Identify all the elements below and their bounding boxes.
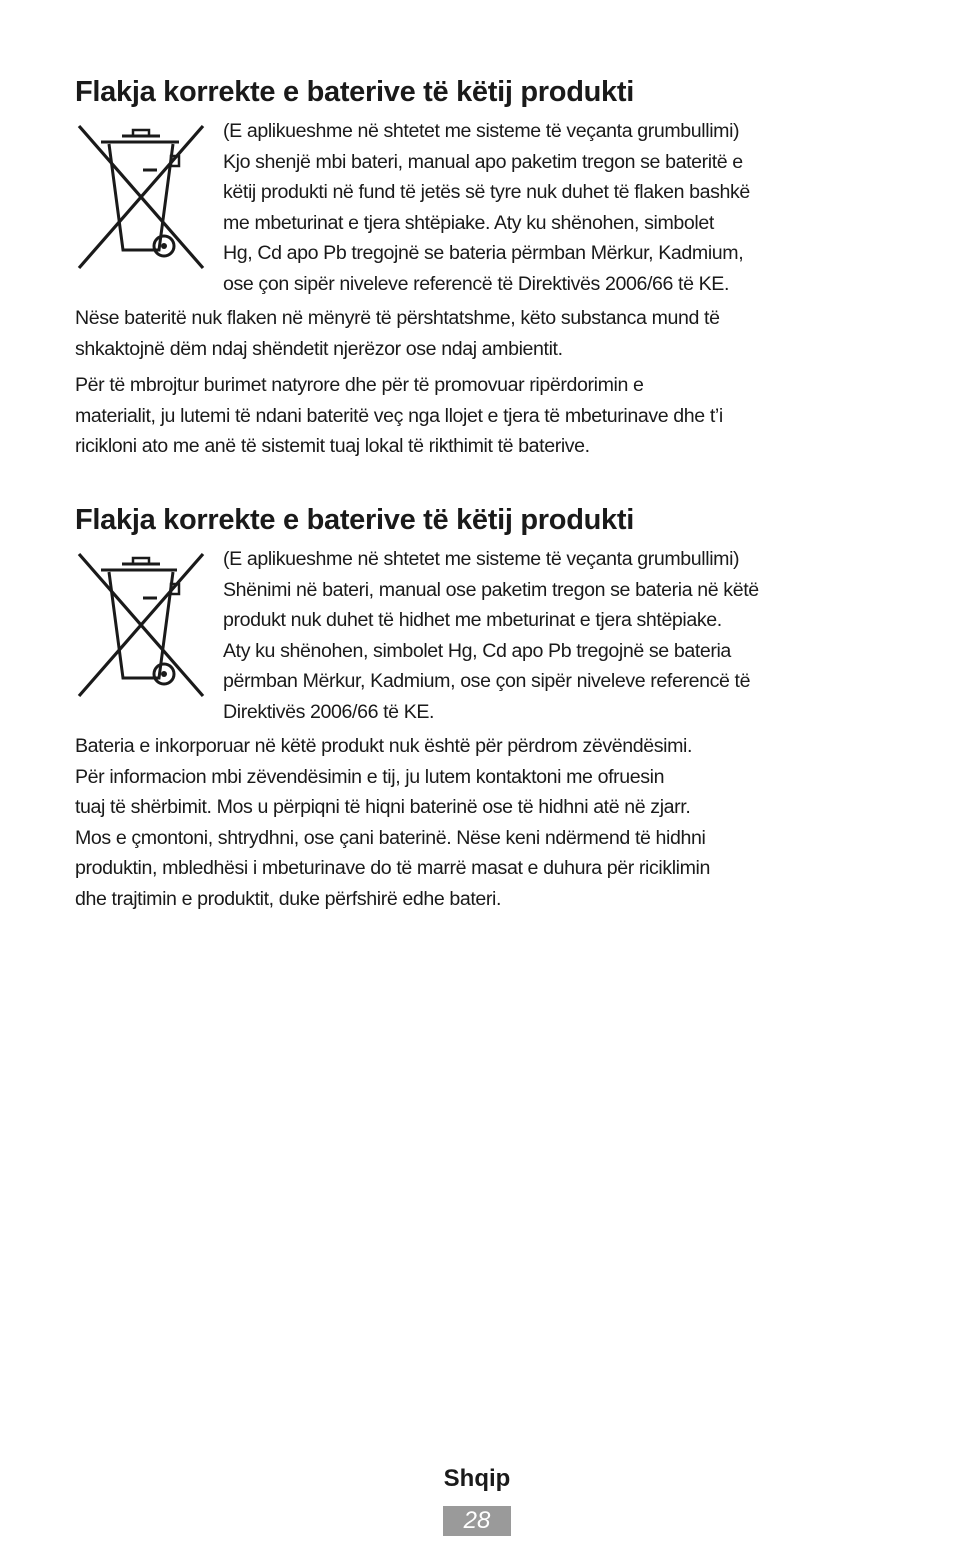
section-intro	[75, 544, 890, 727]
paragraph-line: shkaktojnë dëm ndaj shëndetit njerëzor ose ndaj ambientit.	[75, 337, 563, 360]
body-paragraph	[75, 303, 890, 364]
body-paragraph	[75, 370, 890, 462]
intro-line: produkt nuk duhet të hidhet me mbeturinat e tjera shtëpiake.	[223, 609, 722, 631]
intro-text	[223, 544, 890, 727]
intro-line: Hg, Cd apo Pb tregojnë se bateria përmban Mërkur, Kadmium,	[223, 242, 744, 264]
body-paragraph	[75, 731, 890, 914]
intro-line: Direktivës 2006/66 të KE.	[223, 700, 435, 723]
battery-disposal-section-1	[75, 72, 890, 462]
section-heading: Flakja korrekte e baterive të këtij produkti	[75, 504, 634, 536]
intro-line: këtij produkti në fund të jetës së tyre nuk duhet të flaken bashkë	[223, 181, 750, 203]
paragraph-line: produktin, mbledhësi i mbeturinave do të marrë masat e duhura për riciklimin	[75, 857, 711, 879]
crossed-out-wheelie-bin-icon	[75, 550, 207, 700]
footer-language-label: Shqip	[443, 1465, 511, 1492]
intro-line: ose çon sipër niveleve referencë të Direktivës 2006/66 të KE.	[223, 272, 730, 295]
paragraph-line: ricikloni ato me anë të sistemit tuaj lokal të rikthimit të baterive.	[75, 435, 590, 457]
intro-line: përmban Mërkur, Kadmium, ose çon sipër niveleve referencë të	[223, 670, 751, 692]
paragraph-line: Për të mbrojtur burimet natyrore dhe për të promovuar ripërdorimin e	[75, 374, 644, 396]
paragraph-line: Bateria e inkorporuar në këtë produkt nuk është për përdrom zëvëndësimi.	[75, 735, 693, 757]
paragraph-line: tuaj të shërbimit. Mos u përpiqni të hiqni baterinë ose të hidhni atë në zjarr.	[75, 796, 691, 818]
intro-line: (E aplikueshme në shtetet me sisteme të veçanta grumbullimi)	[223, 120, 740, 142]
section-intro	[75, 116, 890, 299]
battery-disposal-section-2	[75, 500, 890, 914]
intro-line: (E aplikueshme në shtetet me sisteme të veçanta grumbullimi)	[223, 548, 740, 570]
intro-line: me mbeturinat e tjera shtëpiake. Aty ku shënohen, simbolet	[223, 211, 714, 234]
intro-line: Shënimi në bateri, manual ose paketim tregon se bateria në këtë	[223, 578, 759, 601]
page-number: 28	[443, 1506, 511, 1536]
crossed-out-wheelie-bin-icon	[75, 122, 207, 272]
intro-text	[223, 116, 890, 299]
paragraph-line: dhe trajtimin e produktit, duke përfshirë edhe bateri.	[75, 887, 502, 910]
paragraph-line: Mos e çmontoni, shtrydhni, ose çani baterinë. Nëse keni ndërmend të hidhni	[75, 826, 706, 849]
intro-line: Aty ku shënohen, simbolet Hg, Cd apo Pb tregojnë se bateria	[223, 639, 731, 662]
paragraph-line: Për informacion mbi zëvendësimin e tij, ju lutem kontaktoni me ofruesin	[75, 765, 665, 788]
section-heading: Flakja korrekte e baterive të këtij produkti	[75, 76, 634, 108]
paragraph-line: materialit, ju lutemi të ndani bateritë veç nga llojet e tjera të mbeturinave dhe t’i	[75, 404, 723, 427]
paragraph-line: Nëse bateritë nuk flaken në mënyrë të përshtatshme, këto substanca mund të	[75, 307, 720, 329]
intro-line: Kjo shenjë mbi bateri, manual apo paketim tregon se bateritë e	[223, 150, 743, 173]
